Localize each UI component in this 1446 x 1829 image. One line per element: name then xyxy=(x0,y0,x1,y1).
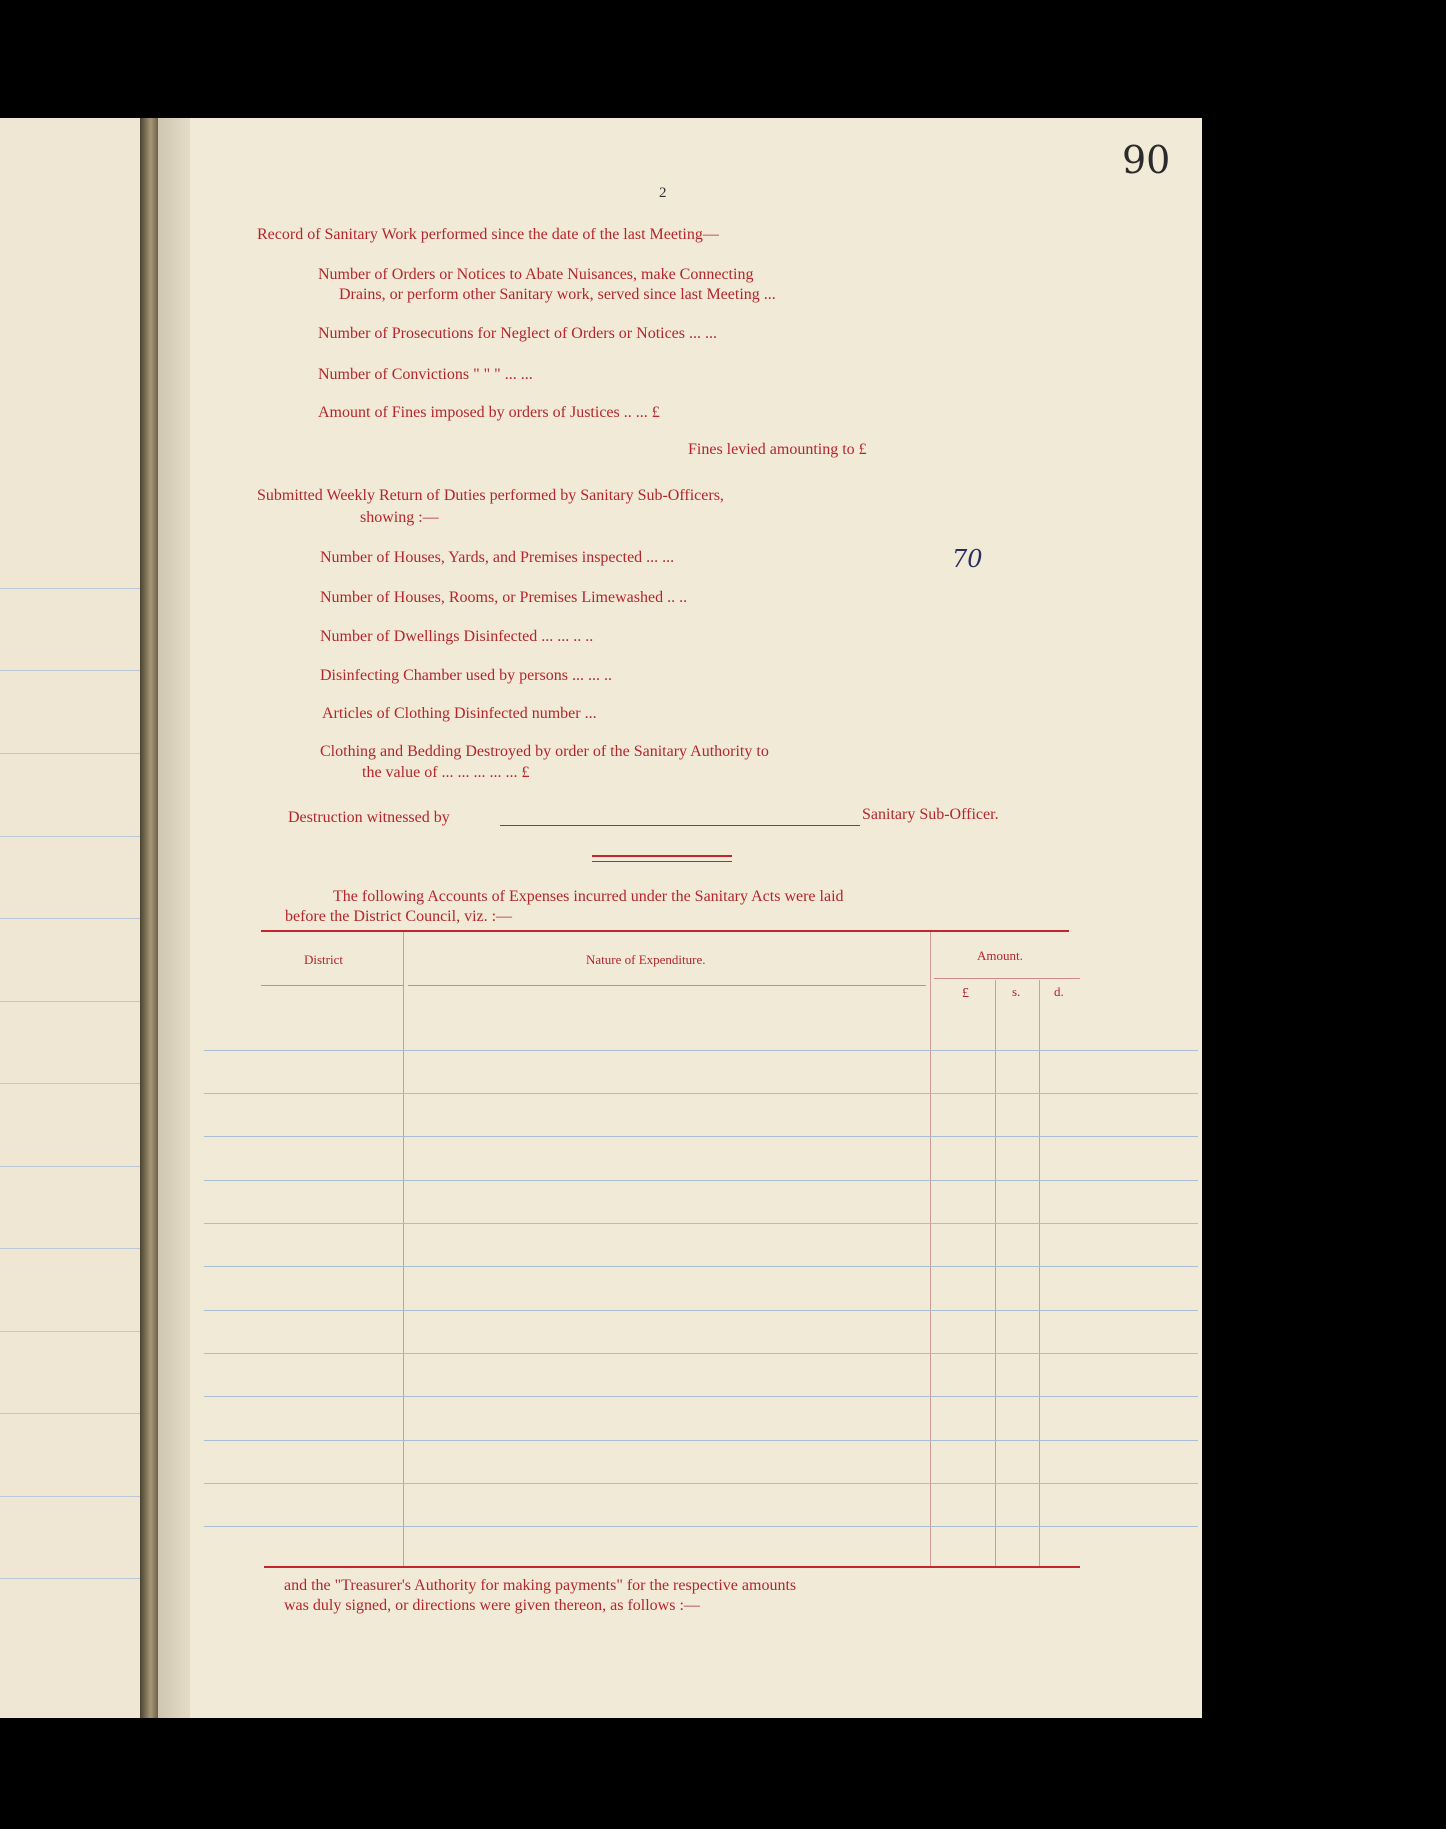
sub-officer-label: Sanitary Sub-Officer. xyxy=(862,806,999,823)
col-amount: Amount. xyxy=(977,948,1023,963)
left-page-rule xyxy=(0,1578,142,1579)
header-rule-nature xyxy=(408,985,926,986)
ledger-rule xyxy=(204,1266,1198,1267)
orders-notices-line2: Drains, or perform other Sanitary work, served since last Meeting ... xyxy=(339,286,776,303)
amount-subrule xyxy=(934,978,1080,979)
signature-line xyxy=(500,825,860,826)
left-page-rule xyxy=(0,1496,142,1497)
value-of-line: the value of ... ... ... ... ... £ xyxy=(362,764,530,781)
divider-lower xyxy=(592,861,732,862)
left-page-rule xyxy=(0,1413,142,1414)
left-page-rule xyxy=(0,753,142,754)
record-heading: Record of Sanitary Work performed since the date of the last Meeting— xyxy=(257,226,719,243)
ledger-rule xyxy=(204,1180,1198,1181)
ledger-rule xyxy=(204,1396,1198,1397)
table-top-rule xyxy=(261,930,1069,932)
left-page-rule xyxy=(0,1331,142,1332)
ledger-rule xyxy=(204,1223,1198,1224)
ledger-rule xyxy=(204,1526,1198,1527)
col-shillings: s. xyxy=(1012,984,1021,999)
col-district: District xyxy=(304,952,343,967)
submitted-line1: Submitted Weekly Return of Duties performed by Sanitary Sub-Officers, xyxy=(257,487,724,504)
col-divider-shillings xyxy=(1039,980,1040,1567)
sheet-number: 2 xyxy=(659,185,667,201)
ledger-rule xyxy=(204,1353,1198,1354)
left-page-rule xyxy=(0,836,142,837)
page-edge xyxy=(158,118,190,1718)
col-pence: d. xyxy=(1054,984,1064,999)
orders-notices-line1: Number of Orders or Notices to Abate Nuisances, make Connecting xyxy=(318,266,754,283)
left-page-rule xyxy=(0,670,142,671)
col-divider-pounds xyxy=(995,980,996,1567)
ledger-rule xyxy=(204,1136,1198,1137)
left-page-rule xyxy=(0,1248,142,1249)
ledger-rule xyxy=(204,1310,1198,1311)
col-divider-nature xyxy=(930,932,931,1567)
handwritten-value: 70 xyxy=(952,545,983,573)
accounts-line2: before the District Council, viz. :— xyxy=(285,908,513,925)
ledger-rule xyxy=(204,1050,1198,1051)
col-pounds: £ xyxy=(962,986,969,1001)
houses-limewashed-line: Number of Houses, Rooms, or Premises Limewashed .. .. xyxy=(320,589,688,606)
fines-levied-line: Fines levied amounting to £ xyxy=(688,441,867,458)
left-page-rule xyxy=(0,1083,142,1084)
fines-imposed-line: Amount of Fines imposed by orders of Justices .. ... £ xyxy=(318,404,660,421)
header-rule-district xyxy=(261,985,403,986)
book-gutter xyxy=(140,118,158,1718)
ledger-rule xyxy=(204,1440,1198,1441)
page-number: 90 xyxy=(1122,138,1171,182)
dwellings-disinfected-line: Number of Dwellings Disinfected ... ... .. .. xyxy=(320,628,594,645)
left-page-rule xyxy=(0,918,142,919)
prosecutions-line: Number of Prosecutions for Neglect of Orders or Notices ... ... xyxy=(318,325,718,342)
submitted-line2: showing :— xyxy=(360,509,439,526)
left-page-rule xyxy=(0,1001,142,1002)
disinfecting-chamber-line: Disinfecting Chamber used by persons ... ... .. xyxy=(320,667,612,684)
destruction-label: Destruction witnessed by xyxy=(288,809,450,826)
divider-upper xyxy=(592,855,732,857)
ledger-rule xyxy=(204,1093,1198,1094)
accounts-line1: The following Accounts of Expenses incurred under the Sanitary Acts were laid xyxy=(333,888,844,905)
col-divider-district xyxy=(403,932,404,1567)
clothing-disinfected-line: Articles of Clothing Disinfected number ... xyxy=(322,705,597,722)
left-page-rule xyxy=(0,588,142,589)
clothing-destroyed-line: Clothing and Bedding Destroyed by order of the Sanitary Authority to xyxy=(320,743,769,760)
footer-line1: and the "Treasurer's Authority for making payments" for the respective amounts xyxy=(284,1577,797,1594)
ledger-rule xyxy=(204,1483,1198,1484)
houses-inspected-line: Number of Houses, Yards, and Premises inspected ... ... xyxy=(320,549,675,566)
left-page xyxy=(0,118,142,1718)
table-bottom-rule xyxy=(264,1566,1080,1568)
convictions-line: Number of Convictions " " " ... ... xyxy=(318,366,533,383)
left-page-rule xyxy=(0,1166,142,1167)
col-nature: Nature of Expenditure. xyxy=(586,952,706,967)
footer-line2: was duly signed, or directions were given thereon, as follows :— xyxy=(284,1597,700,1614)
